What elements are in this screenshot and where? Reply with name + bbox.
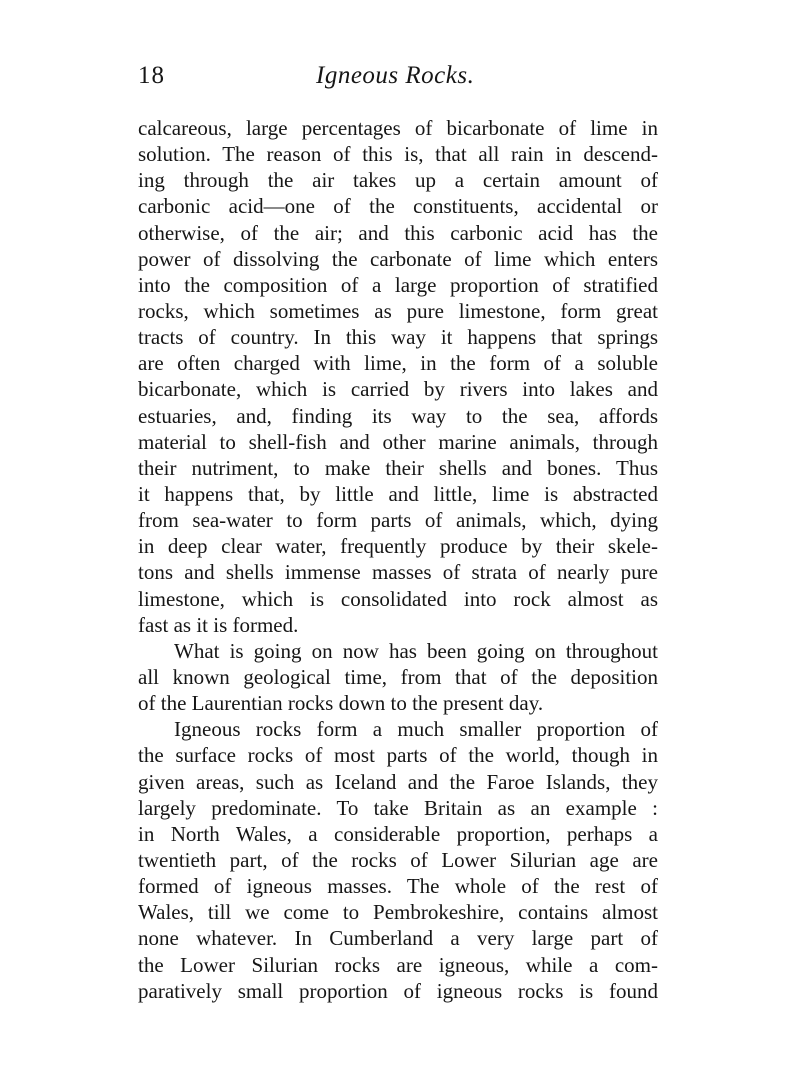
body-text-line: carbonic acid—one of the constituents, accidental or xyxy=(138,194,658,219)
body-text-line: material to shell-fish and other marine animals, through xyxy=(138,429,658,454)
body-text-line: none whatever. In Cumberland a very large part of xyxy=(138,926,658,951)
body-text-line: What is going on now has been going on throughout xyxy=(174,638,658,663)
body-text-line: given areas, such as Iceland and the Faroe Islands, they xyxy=(138,769,658,794)
body-text-line: of the Laurentian rocks down to the present day. xyxy=(138,691,544,716)
body-text-line: twentieth part, of the rocks of Lower Silurian age are xyxy=(138,847,658,872)
body-text-line: power of dissolving the carbonate of lime which enters xyxy=(138,246,658,271)
body-text-line: estuaries, and, finding its way to the sea, affords xyxy=(138,403,658,428)
running-title: Igneous Rocks. xyxy=(316,62,475,89)
body-text-line: in deep clear water, frequently produce by their skele- xyxy=(138,534,658,559)
body-text-line: are often charged with lime, in the form of a soluble xyxy=(138,351,658,376)
body-text-line: tracts of country. In this way it happens that springs xyxy=(138,325,658,350)
body-text-line: paratively small proportion of igneous rocks is found xyxy=(138,978,658,1003)
body-text-line: their nutriment, to make their shells and bones. Thus xyxy=(138,455,658,480)
page-number: 18 xyxy=(138,62,165,89)
body-text-line: all known geological time, from that of the deposition xyxy=(138,664,658,689)
body-text-line: fast as it is formed. xyxy=(138,612,299,637)
body-text-line: tons and shells immense masses of strata of nearly pure xyxy=(138,560,658,585)
body-text-line: limestone, which is consolidated into rock almost as xyxy=(138,586,658,611)
body-text-line: from sea-water to form parts of animals, which, dying xyxy=(138,508,658,533)
body-text-line: otherwise, of the air; and this carbonic acid has the xyxy=(138,220,658,245)
body-text-line: rocks, which sometimes as pure limestone, form great xyxy=(138,298,658,323)
body-text-line: Igneous rocks form a much smaller proportion of xyxy=(174,717,658,742)
body-text-line: calcareous, large percentages of bicarbonate of lime in xyxy=(138,116,658,140)
body-text xyxy=(138,115,658,1004)
body-text-line: the surface rocks of most parts of the world, though in xyxy=(138,743,658,768)
body-text-line: Wales, till we come to Pembrokeshire, contains almost xyxy=(138,900,658,925)
body-text-line: largely predominate. To take Britain as an example : xyxy=(138,795,658,820)
body-text-line: in North Wales, a considerable proportion, perhaps a xyxy=(138,821,658,846)
body-text-line: the Lower Silurian rocks are igneous, while a com- xyxy=(138,952,658,977)
running-head xyxy=(138,62,658,96)
body-text-line: into the composition of a large proportion of stratified xyxy=(138,272,658,297)
body-text-line: it happens that, by little and little, lime is abstracted xyxy=(138,481,658,506)
body-text-line: formed of igneous masses. The whole of the rest of xyxy=(138,874,658,899)
body-text-line: solution. The reason of this is, that all rain in descend- xyxy=(138,142,658,167)
body-text-line: ing through the air takes up a certain amount of xyxy=(138,168,658,193)
body-text-line: bicarbonate, which is carried by rivers into lakes and xyxy=(138,377,658,402)
